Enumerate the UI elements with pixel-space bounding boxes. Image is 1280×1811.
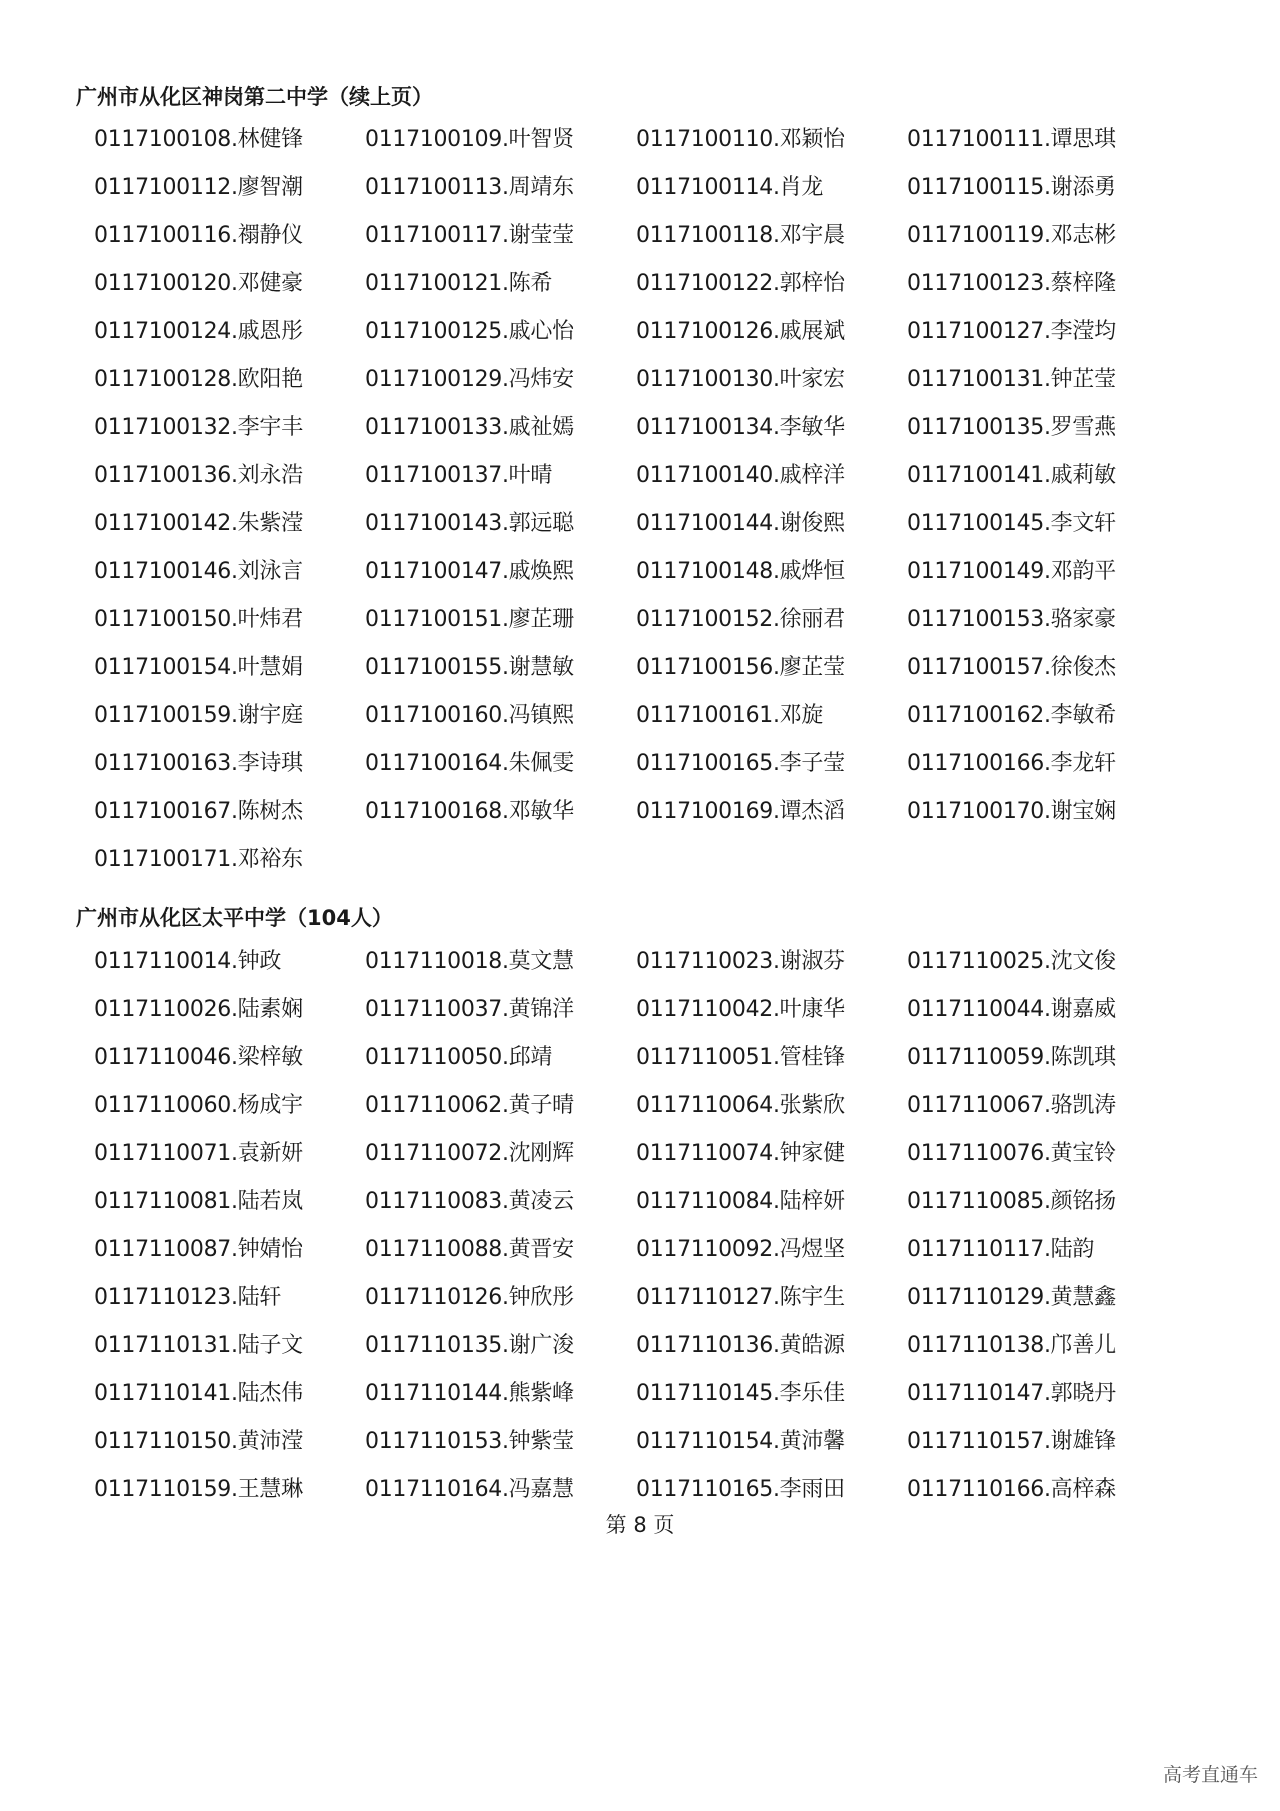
student-entry: 0117110131.陆子文: [94, 1333, 303, 1358]
student-entry: 0117100122.郭梓怡: [636, 271, 845, 296]
student-entry: 0117100167.陈树杰: [94, 799, 303, 824]
student-entry: 0117100150.叶炜君: [94, 607, 303, 632]
student-entry: 0117110026.陆素娴: [94, 997, 303, 1022]
student-entry: 0117110088.黄晋安: [365, 1237, 574, 1262]
student-entry: 0117110147.郭晓丹: [907, 1381, 1116, 1406]
student-entry: 0117110126.钟欣彤: [365, 1285, 574, 1310]
student-entry: 0117110127.陈宇生: [636, 1285, 845, 1310]
student-entry: 0117110083.黄凌云: [365, 1189, 574, 1214]
section-title-shengang-no2-middle-school: 广州市从化区神岗第二中学（续上页）: [76, 85, 433, 109]
student-entry: 0117100120.邓健豪: [94, 271, 303, 296]
student-entry: 0117100124.戚恩彤: [94, 319, 303, 344]
student-entry: 0117100142.朱紫滢: [94, 511, 303, 536]
student-entry: 0117110046.梁梓敏: [94, 1045, 303, 1070]
student-entry: 0117100108.林健锋: [94, 127, 303, 152]
student-entry: 0117110123.陆轩: [94, 1285, 282, 1310]
student-entry: 0117100154.叶慧娟: [94, 655, 303, 680]
student-entry: 0117110037.黄锦洋: [365, 997, 574, 1022]
student-list-taiping: [94, 938, 1214, 1514]
student-entry: 0117110085.颜铭扬: [907, 1189, 1116, 1214]
student-entry: 0117100133.戚祉嫣: [365, 415, 574, 440]
student-entry: 0117110050.邱靖: [365, 1045, 553, 1070]
student-entry: 0117110154.黄沛馨: [636, 1429, 845, 1454]
student-list-shengang-no2: [94, 116, 1214, 884]
watermark: 高考直通车: [1162, 1764, 1258, 1786]
student-entry: 0117100147.戚焕熙: [365, 559, 574, 584]
student-entry: 0117110141.陆杰伟: [94, 1381, 303, 1406]
student-entry: 0117100111.谭思琪: [907, 127, 1116, 152]
student-entry: 0117100141.戚莉敏: [907, 463, 1116, 488]
student-entry: 0117110145.李乐佳: [636, 1381, 845, 1406]
student-entry: 0117100143.郭远聪: [365, 511, 574, 536]
student-entry: 0117100128.欧阳艳: [94, 367, 303, 392]
student-entry: 0117100136.刘永浩: [94, 463, 303, 488]
student-entry: 0117100118.邓宇晨: [636, 223, 845, 248]
student-entry: 0117110076.黄宝铃: [907, 1141, 1116, 1166]
student-entry: 0117100159.谢宇庭: [94, 703, 303, 728]
student-entry: 0117100125.戚心怡: [365, 319, 574, 344]
student-entry: 0117100145.李文轩: [907, 511, 1116, 536]
student-entry: 0117110166.高梓森: [907, 1477, 1116, 1502]
student-entry: 0117100116.禤静仪: [94, 223, 303, 248]
student-entry: 0117100155.谢慧敏: [365, 655, 574, 680]
student-entry: 0117110044.谢嘉威: [907, 997, 1116, 1022]
student-entry: 0117110153.钟紫莹: [365, 1429, 574, 1454]
student-entry: 0117100156.廖芷莹: [636, 655, 845, 680]
student-entry: 0117110084.陆梓妍: [636, 1189, 845, 1214]
student-entry: 0117110081.陆若岚: [94, 1189, 303, 1214]
student-entry: 0117110138.邝善儿: [907, 1333, 1116, 1358]
student-entry: 0117110042.叶康华: [636, 997, 845, 1022]
student-entry: 0117100121.陈希: [365, 271, 553, 296]
student-entry: 0117110144.熊紫峰: [365, 1381, 574, 1406]
student-entry: 0117110067.骆凯涛: [907, 1093, 1116, 1118]
student-entry: 0117100140.戚梓洋: [636, 463, 845, 488]
student-entry: 0117100171.邓裕东: [94, 847, 303, 872]
student-entry: 0117100162.李敏希: [907, 703, 1116, 728]
student-entry: 0117100137.叶晴: [365, 463, 553, 488]
student-entry: 0117100169.谭杰滔: [636, 799, 845, 824]
student-entry: 0117100130.叶家宏: [636, 367, 845, 392]
student-entry: 0117100129.冯炜安: [365, 367, 574, 392]
student-entry: 0117100117.谢莹莹: [365, 223, 574, 248]
student-entry: 0117100144.谢俊熙: [636, 511, 845, 536]
student-entry: 0117100168.邓敏华: [365, 799, 574, 824]
section-title-taiping-middle-school: 广州市从化区太平中学（104人）: [76, 906, 393, 930]
student-entry: 0117100132.李宇丰: [94, 415, 303, 440]
student-entry: 0117100146.刘泳言: [94, 559, 303, 584]
student-entry: 0117100157.徐俊杰: [907, 655, 1116, 680]
student-entry: 0117100149.邓韵平: [907, 559, 1116, 584]
student-entry: 0117110071.袁新妍: [94, 1141, 303, 1166]
student-entry: 0117110018.莫文慧: [365, 949, 574, 974]
student-entry: 0117100152.徐丽君: [636, 607, 845, 632]
student-entry: 0117100161.邓旋: [636, 703, 824, 728]
page-number: 第 8 页: [605, 1513, 675, 1537]
student-entry: 0117110159.王慧琳: [94, 1477, 303, 1502]
student-entry: 0117100109.叶智贤: [365, 127, 574, 152]
student-entry: 0117110135.谢广浚: [365, 1333, 574, 1358]
student-entry: 0117110087.钟婧怡: [94, 1237, 303, 1262]
student-entry: 0117100112.廖智潮: [94, 175, 303, 200]
student-entry: 0117110059.陈凯琪: [907, 1045, 1116, 1070]
student-entry: 0117110014.钟政: [94, 949, 282, 974]
student-entry: 0117100163.李诗琪: [94, 751, 303, 776]
student-entry: 0117110136.黄皓源: [636, 1333, 845, 1358]
student-entry: 0117110060.杨成宇: [94, 1093, 303, 1118]
student-entry: 0117110062.黄子晴: [365, 1093, 574, 1118]
student-entry: 0117100126.戚展斌: [636, 319, 845, 344]
student-entry: 0117100127.李滢均: [907, 319, 1116, 344]
student-entry: 0117100115.谢添勇: [907, 175, 1116, 200]
student-entry: 0117100153.骆家豪: [907, 607, 1116, 632]
student-entry: 0117100164.朱佩雯: [365, 751, 574, 776]
student-entry: 0117110117.陆韵: [907, 1237, 1095, 1262]
student-entry: 0117100119.邓志彬: [907, 223, 1116, 248]
student-entry: 0117110064.张紫欣: [636, 1093, 845, 1118]
student-entry: 0117100114.肖龙: [636, 175, 824, 200]
student-entry: 0117110165.李雨田: [636, 1477, 845, 1502]
student-entry: 0117110150.黄沛滢: [94, 1429, 303, 1454]
student-entry: 0117100113.周靖东: [365, 175, 574, 200]
student-entry: 0117110072.沈刚辉: [365, 1141, 574, 1166]
student-entry: 0117110157.谢雄锋: [907, 1429, 1116, 1454]
student-entry: 0117100165.李子莹: [636, 751, 845, 776]
student-entry: 0117110051.管桂锋: [636, 1045, 845, 1070]
student-entry: 0117100110.邓颖怡: [636, 127, 845, 152]
student-entry: 0117100134.李敏华: [636, 415, 845, 440]
student-entry: 0117110074.钟家健: [636, 1141, 845, 1166]
student-entry: 0117110023.谢淑芬: [636, 949, 845, 974]
student-entry: 0117100123.蔡梓隆: [907, 271, 1116, 296]
student-entry: 0117110025.沈文俊: [907, 949, 1116, 974]
student-entry: 0117100170.谢宝娴: [907, 799, 1116, 824]
student-entry: 0117100131.钟芷莹: [907, 367, 1116, 392]
student-entry: 0117100160.冯镇熙: [365, 703, 574, 728]
student-entry: 0117100135.罗雪燕: [907, 415, 1116, 440]
student-entry: 0117110092.冯煜坚: [636, 1237, 845, 1262]
student-entry: 0117110164.冯嘉慧: [365, 1477, 574, 1502]
student-entry: 0117100148.戚烨恒: [636, 559, 845, 584]
student-entry: 0117100151.廖芷珊: [365, 607, 574, 632]
student-entry: 0117110129.黄慧鑫: [907, 1285, 1116, 1310]
student-entry: 0117100166.李龙轩: [907, 751, 1116, 776]
